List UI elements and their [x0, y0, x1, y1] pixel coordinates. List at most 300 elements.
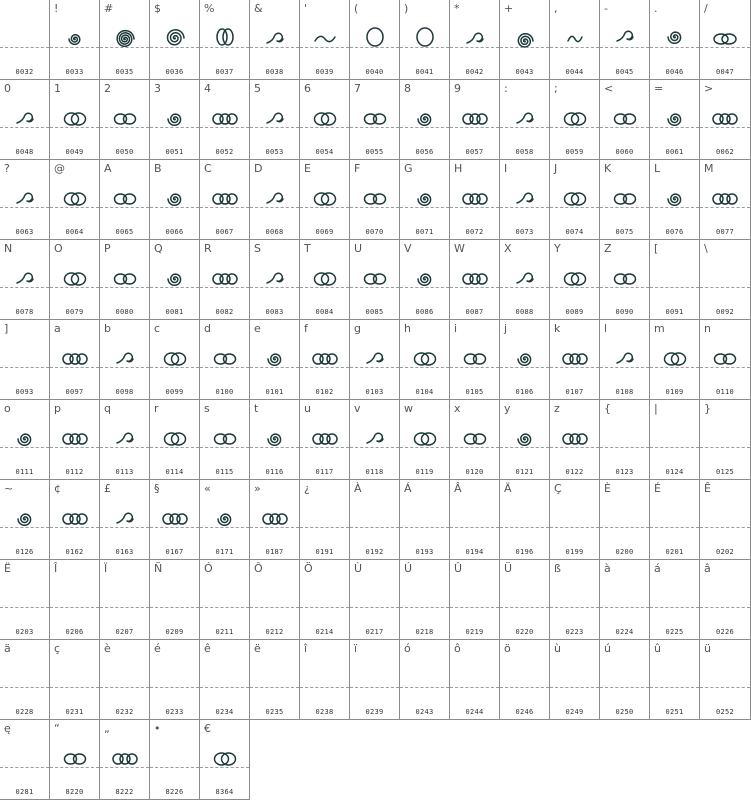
glyph-cell: [350, 640, 400, 720]
glyph-cell: [400, 240, 450, 320]
glyph-code: 0074: [565, 228, 584, 236]
baseline-divider: [0, 47, 49, 48]
glyph-code: 0054: [315, 148, 334, 156]
glyph-code: 0281: [15, 788, 34, 796]
baseline-divider: [650, 607, 699, 608]
glyph-stroke: [367, 28, 383, 46]
glyph-cell: [550, 560, 600, 640]
glyph-code: 0075: [615, 228, 634, 236]
baseline-divider: [200, 767, 249, 768]
glyph-cell: [150, 320, 200, 400]
glyph-stroke: [213, 194, 237, 204]
glyph-character: X: [504, 242, 512, 255]
baseline-divider: [350, 607, 399, 608]
glyph-character: Q: [154, 242, 163, 255]
glyph-cell: [0, 560, 50, 640]
glyph-character: ,: [554, 2, 558, 15]
glyph-code: 0116: [265, 468, 284, 476]
glyph-stroke: [17, 193, 33, 203]
glyph-cell: [250, 240, 300, 320]
glyph-code: 0162: [65, 548, 84, 556]
baseline-divider: [0, 767, 49, 768]
glyph-stroke: [218, 514, 231, 525]
glyph-cell: [600, 80, 650, 160]
baseline-divider: [300, 447, 349, 448]
glyph-stroke: [418, 114, 431, 125]
glyph-stroke: [115, 274, 136, 284]
glyph-stroke: [465, 354, 486, 364]
glyph-cell: [700, 640, 751, 720]
baseline-divider: [100, 527, 149, 528]
glyph-stroke: [517, 273, 533, 283]
glyph-cell: [100, 320, 150, 400]
glyph-code: 0220: [515, 628, 534, 636]
glyph-code: 0124: [665, 468, 684, 476]
glyph-code: 0073: [515, 228, 534, 236]
glyph-character: |: [654, 402, 658, 415]
baseline-divider: [150, 287, 199, 288]
glyph-cell: [100, 80, 150, 160]
glyph-code: 8226: [165, 788, 184, 796]
baseline-divider: [0, 527, 49, 528]
glyph-cell: [50, 240, 100, 320]
baseline-divider: [200, 447, 249, 448]
glyph-cell: [150, 480, 200, 560]
glyph-code: 0187: [265, 548, 284, 556]
baseline-divider: [650, 47, 699, 48]
glyph-code: 0231: [65, 708, 84, 716]
glyph-code: 0079: [65, 308, 84, 316]
glyph-character: J: [554, 162, 558, 175]
glyph-character: $: [154, 2, 161, 15]
glyph-stroke: [418, 274, 431, 285]
glyph-character: ß: [554, 562, 561, 575]
baseline-divider: [450, 367, 499, 368]
glyph-code: 0044: [565, 68, 584, 76]
glyph-character: Á: [404, 482, 412, 495]
glyph-code: 0167: [165, 548, 184, 556]
baseline-divider: [550, 127, 599, 128]
glyph-code: 0113: [115, 468, 134, 476]
baseline-divider: [550, 367, 599, 368]
glyph-cell: [650, 80, 700, 160]
glyph-character: Z: [604, 242, 612, 255]
baseline-divider: [650, 687, 699, 688]
baseline-divider: [600, 447, 649, 448]
glyph-code: 0234: [215, 708, 234, 716]
glyph-code: 0233: [165, 708, 184, 716]
glyph-character: a: [54, 322, 61, 335]
glyph-code: 0214: [315, 628, 334, 636]
glyph-cell: [350, 480, 400, 560]
baseline-divider: [450, 287, 499, 288]
glyph-cell: [450, 480, 500, 560]
baseline-divider: [550, 447, 599, 448]
glyph-cell: [200, 320, 250, 400]
glyph-character: h: [404, 322, 411, 335]
glyph-code: 0078: [15, 308, 34, 316]
baseline-divider: [300, 367, 349, 368]
glyph-code: 0063: [15, 228, 34, 236]
glyph-code: 0106: [515, 388, 534, 396]
baseline-divider: [700, 47, 750, 48]
glyph-code: 0061: [665, 148, 684, 156]
baseline-divider: [450, 527, 499, 528]
glyph-stroke: [115, 114, 136, 124]
glyph-character: „: [104, 722, 110, 735]
glyph-stroke: [715, 354, 736, 364]
baseline-divider: [400, 127, 449, 128]
baseline-divider: [50, 287, 99, 288]
baseline-divider: [50, 687, 99, 688]
glyph-stroke: [518, 434, 531, 445]
glyph-code: 0098: [115, 388, 134, 396]
glyph-code: 0249: [565, 708, 584, 716]
baseline-divider: [50, 767, 99, 768]
baseline-divider: [100, 607, 149, 608]
glyph-code: 0163: [115, 548, 134, 556]
glyph-character: ë: [254, 642, 261, 655]
glyph-character: !: [54, 2, 59, 15]
glyph-character: l: [604, 322, 608, 335]
glyph-code: 0200: [615, 548, 634, 556]
baseline-divider: [300, 207, 349, 208]
glyph-stroke: [268, 354, 281, 365]
glyph-code: 0088: [515, 308, 534, 316]
glyph-code: 0102: [315, 388, 334, 396]
glyph-stroke: [365, 114, 386, 124]
glyph-character: A: [104, 162, 112, 175]
glyph-cell: [650, 240, 700, 320]
baseline-divider: [700, 127, 750, 128]
glyph-character: Ó: [204, 562, 213, 575]
baseline-divider: [50, 367, 99, 368]
glyph-code: 0228: [15, 708, 34, 716]
glyph-code: 0070: [365, 228, 384, 236]
glyph-code: 0217: [365, 628, 384, 636]
glyph-code: 0071: [415, 228, 434, 236]
glyph-code: 8220: [65, 788, 84, 796]
baseline-divider: [350, 287, 399, 288]
glyph-code: 0107: [565, 388, 584, 396]
baseline-divider: [400, 47, 449, 48]
glyph-cell: [350, 320, 400, 400]
glyph-cell: [300, 80, 350, 160]
glyph-code: 0109: [665, 388, 684, 396]
glyph-code: 0118: [365, 468, 384, 476]
glyph-code: 0057: [465, 148, 484, 156]
baseline-divider: [150, 47, 199, 48]
glyph-character: R: [204, 242, 212, 255]
glyph-character: Ë: [4, 562, 11, 575]
glyph-character: Î: [54, 562, 58, 575]
baseline-divider: [650, 287, 699, 288]
baseline-divider: [600, 207, 649, 208]
baseline-divider: [50, 127, 99, 128]
baseline-divider: [100, 367, 149, 368]
glyph-cell: [150, 640, 200, 720]
glyph-code: 0092: [715, 308, 735, 316]
baseline-divider: [450, 47, 499, 48]
glyph-code: 0072: [465, 228, 484, 236]
glyph-code: 0041: [415, 68, 434, 76]
glyph-stroke: [463, 274, 487, 284]
glyph-character: g: [354, 322, 361, 335]
glyph-stroke: [263, 514, 287, 524]
glyph-cell: [0, 400, 50, 480]
glyph-character: Y: [554, 242, 561, 255]
glyph-character: P: [104, 242, 111, 255]
glyph-code: 0224: [615, 628, 634, 636]
glyph-stroke: [668, 32, 681, 43]
glyph-cell: [350, 560, 400, 640]
baseline-divider: [0, 607, 49, 608]
glyph-cell: [50, 560, 100, 640]
glyph-character: Ï: [104, 562, 108, 575]
glyph-stroke: [267, 273, 283, 283]
glyph-cell: [200, 0, 250, 80]
glyph-cell: [400, 320, 450, 400]
glyph-cell: [400, 160, 450, 240]
glyph-stroke: [565, 273, 586, 285]
glyph-cell: [100, 240, 150, 320]
glyph-character: î: [304, 642, 308, 655]
glyph-cell: [700, 320, 751, 400]
glyph-character: ü: [704, 642, 711, 655]
glyph-stroke: [367, 433, 383, 443]
glyph-cell: [200, 240, 250, 320]
glyph-cell: [50, 320, 100, 400]
glyph-cell: [450, 640, 500, 720]
glyph-cell: [150, 560, 200, 640]
glyph-cell: [0, 720, 50, 800]
baseline-divider: [0, 687, 49, 688]
glyph-character: %: [204, 2, 215, 15]
glyph-stroke: [213, 114, 237, 124]
glyph-stroke: [268, 434, 281, 445]
glyph-cell: [150, 0, 200, 80]
glyph-cell: [450, 240, 500, 320]
baseline-divider: [500, 527, 549, 528]
glyph-code: 0032: [15, 68, 34, 76]
glyph-character: ?: [4, 162, 10, 175]
glyph-stroke: [117, 433, 133, 443]
glyph-stroke: [367, 353, 383, 363]
baseline-divider: [300, 607, 349, 608]
baseline-divider: [150, 527, 199, 528]
baseline-divider: [600, 527, 649, 528]
glyph-character: -: [604, 2, 608, 15]
glyph-character: £: [104, 482, 111, 495]
glyph-cell: [150, 160, 200, 240]
glyph-character: ù: [554, 642, 561, 655]
glyph-cell: [450, 560, 500, 640]
glyph-character: 1: [54, 82, 61, 95]
baseline-divider: [250, 447, 299, 448]
glyph-character: 8: [404, 82, 411, 95]
baseline-divider: [350, 527, 399, 528]
baseline-divider: [550, 687, 599, 688]
glyph-cell: [500, 0, 550, 80]
baseline-divider: [400, 687, 449, 688]
glyph-character: .: [654, 2, 658, 15]
glyph-cell: [0, 80, 50, 160]
glyph-code: 0121: [515, 468, 534, 476]
glyph-cell: [200, 160, 250, 240]
baseline-divider: [250, 607, 299, 608]
baseline-divider: [650, 367, 699, 368]
glyph-character: ô: [454, 642, 461, 655]
glyph-code: 0225: [665, 628, 684, 636]
glyph-code: 0199: [565, 548, 584, 556]
glyph-code: 0207: [115, 628, 134, 636]
glyph-cell: [300, 160, 350, 240]
baseline-divider: [350, 367, 399, 368]
baseline-divider: [600, 47, 649, 48]
baseline-divider: [500, 367, 549, 368]
glyph-cell: [650, 560, 700, 640]
glyph-character: 2: [104, 82, 111, 95]
glyph-character: b: [104, 322, 111, 335]
glyph-stroke: [713, 194, 737, 204]
glyph-cell: [600, 400, 650, 480]
glyph-cell: [350, 160, 400, 240]
glyph-code: 0122: [565, 468, 584, 476]
glyph-code: 0042: [465, 68, 484, 76]
glyph-stroke: [465, 434, 486, 444]
glyph-cell: [300, 480, 350, 560]
glyph-stroke: [165, 353, 186, 365]
baseline-divider: [650, 127, 699, 128]
baseline-divider: [700, 447, 750, 448]
baseline-divider: [550, 607, 599, 608]
baseline-divider: [400, 447, 449, 448]
glyph-character: j: [504, 322, 508, 335]
glyph-character: Â: [454, 482, 462, 495]
glyph-character: o: [4, 402, 11, 415]
glyph-stroke: [267, 33, 283, 43]
baseline-divider: [550, 287, 599, 288]
baseline-divider: [400, 527, 449, 528]
glyph-character: I: [504, 162, 508, 175]
glyph-character: #: [104, 2, 114, 15]
glyph-code: 0081: [165, 308, 184, 316]
glyph-cell: [300, 640, 350, 720]
glyph-character: ú: [604, 642, 611, 655]
glyph-character: E: [304, 162, 311, 175]
glyph-cell: [0, 240, 50, 320]
glyph-code: 0047: [715, 68, 735, 76]
glyph-character: n: [704, 322, 711, 335]
glyph-stroke: [267, 113, 283, 123]
glyph-stroke: [65, 113, 86, 125]
glyph-stroke: [168, 274, 181, 285]
glyph-code: 0191: [315, 548, 334, 556]
glyph-character: é: [154, 642, 161, 655]
glyph-cell: [250, 560, 300, 640]
glyph-cell: [450, 160, 500, 240]
glyph-character: G: [404, 162, 413, 175]
baseline-divider: [700, 527, 750, 528]
glyph-character: {: [604, 402, 611, 415]
baseline-divider: [100, 447, 149, 448]
glyph-stroke: [63, 514, 87, 524]
glyph-character: Ç: [554, 482, 562, 495]
glyph-code: 0069: [315, 228, 334, 236]
glyph-code: 0101: [265, 388, 284, 396]
glyph-cell: [50, 720, 100, 800]
glyph-stroke: [518, 34, 533, 47]
glyph-character: &: [254, 2, 263, 15]
glyph-cell: [400, 0, 450, 80]
baseline-divider: [50, 207, 99, 208]
glyph-cell: [500, 240, 550, 320]
glyph-code: 0250: [615, 708, 634, 716]
baseline-divider: [400, 207, 449, 208]
baseline-divider: [0, 367, 49, 368]
baseline-divider: [500, 207, 549, 208]
baseline-divider: [600, 367, 649, 368]
glyph-cell: [250, 0, 300, 80]
glyph-cell: [100, 560, 150, 640]
glyph-cell: [400, 80, 450, 160]
glyph-stroke: [563, 354, 587, 364]
baseline-divider: [300, 527, 349, 528]
glyph-stroke: [665, 353, 686, 365]
baseline-divider: [150, 127, 199, 128]
glyph-cell: [250, 80, 300, 160]
baseline-divider: [650, 207, 699, 208]
glyph-character: ä: [4, 642, 11, 655]
baseline-divider: [200, 47, 249, 48]
glyph-cell: [700, 240, 751, 320]
glyph-code: 0243: [415, 708, 434, 716]
baseline-divider: [550, 47, 599, 48]
glyph-character: ö: [504, 642, 511, 655]
glyph-character: +: [504, 2, 514, 15]
glyph-character: 3: [154, 82, 161, 95]
glyph-code: 0091: [665, 308, 684, 316]
glyph-code: 0039: [315, 68, 334, 76]
glyph-code: 0100: [215, 388, 234, 396]
glyph-stroke: [617, 353, 633, 363]
glyph-stroke: [365, 274, 386, 284]
glyph-cell: [300, 560, 350, 640]
glyph-character: Ù: [354, 562, 363, 575]
glyph-cell: [200, 640, 250, 720]
glyph-character: Ê: [704, 482, 711, 495]
glyph-character: ę: [4, 722, 11, 735]
glyph-character: B: [154, 162, 162, 175]
glyph-code: 0119: [415, 468, 434, 476]
glyph-code: 0083: [265, 308, 284, 316]
glyph-code: 0112: [65, 468, 84, 476]
glyph-character: è: [104, 642, 111, 655]
baseline-divider: [450, 687, 499, 688]
glyph-character: “: [54, 722, 60, 735]
glyph-code: 0212: [265, 628, 284, 636]
glyph-code: 0202: [715, 548, 735, 556]
baseline-divider: [250, 287, 299, 288]
glyph-code: 0244: [465, 708, 484, 716]
glyph-cell: [500, 400, 550, 480]
glyph-cell: [50, 80, 100, 160]
baseline-divider: [150, 767, 199, 768]
baseline-divider: [100, 127, 149, 128]
baseline-divider: [150, 447, 199, 448]
glyph-cell: [550, 240, 600, 320]
glyph-cell: [650, 400, 700, 480]
